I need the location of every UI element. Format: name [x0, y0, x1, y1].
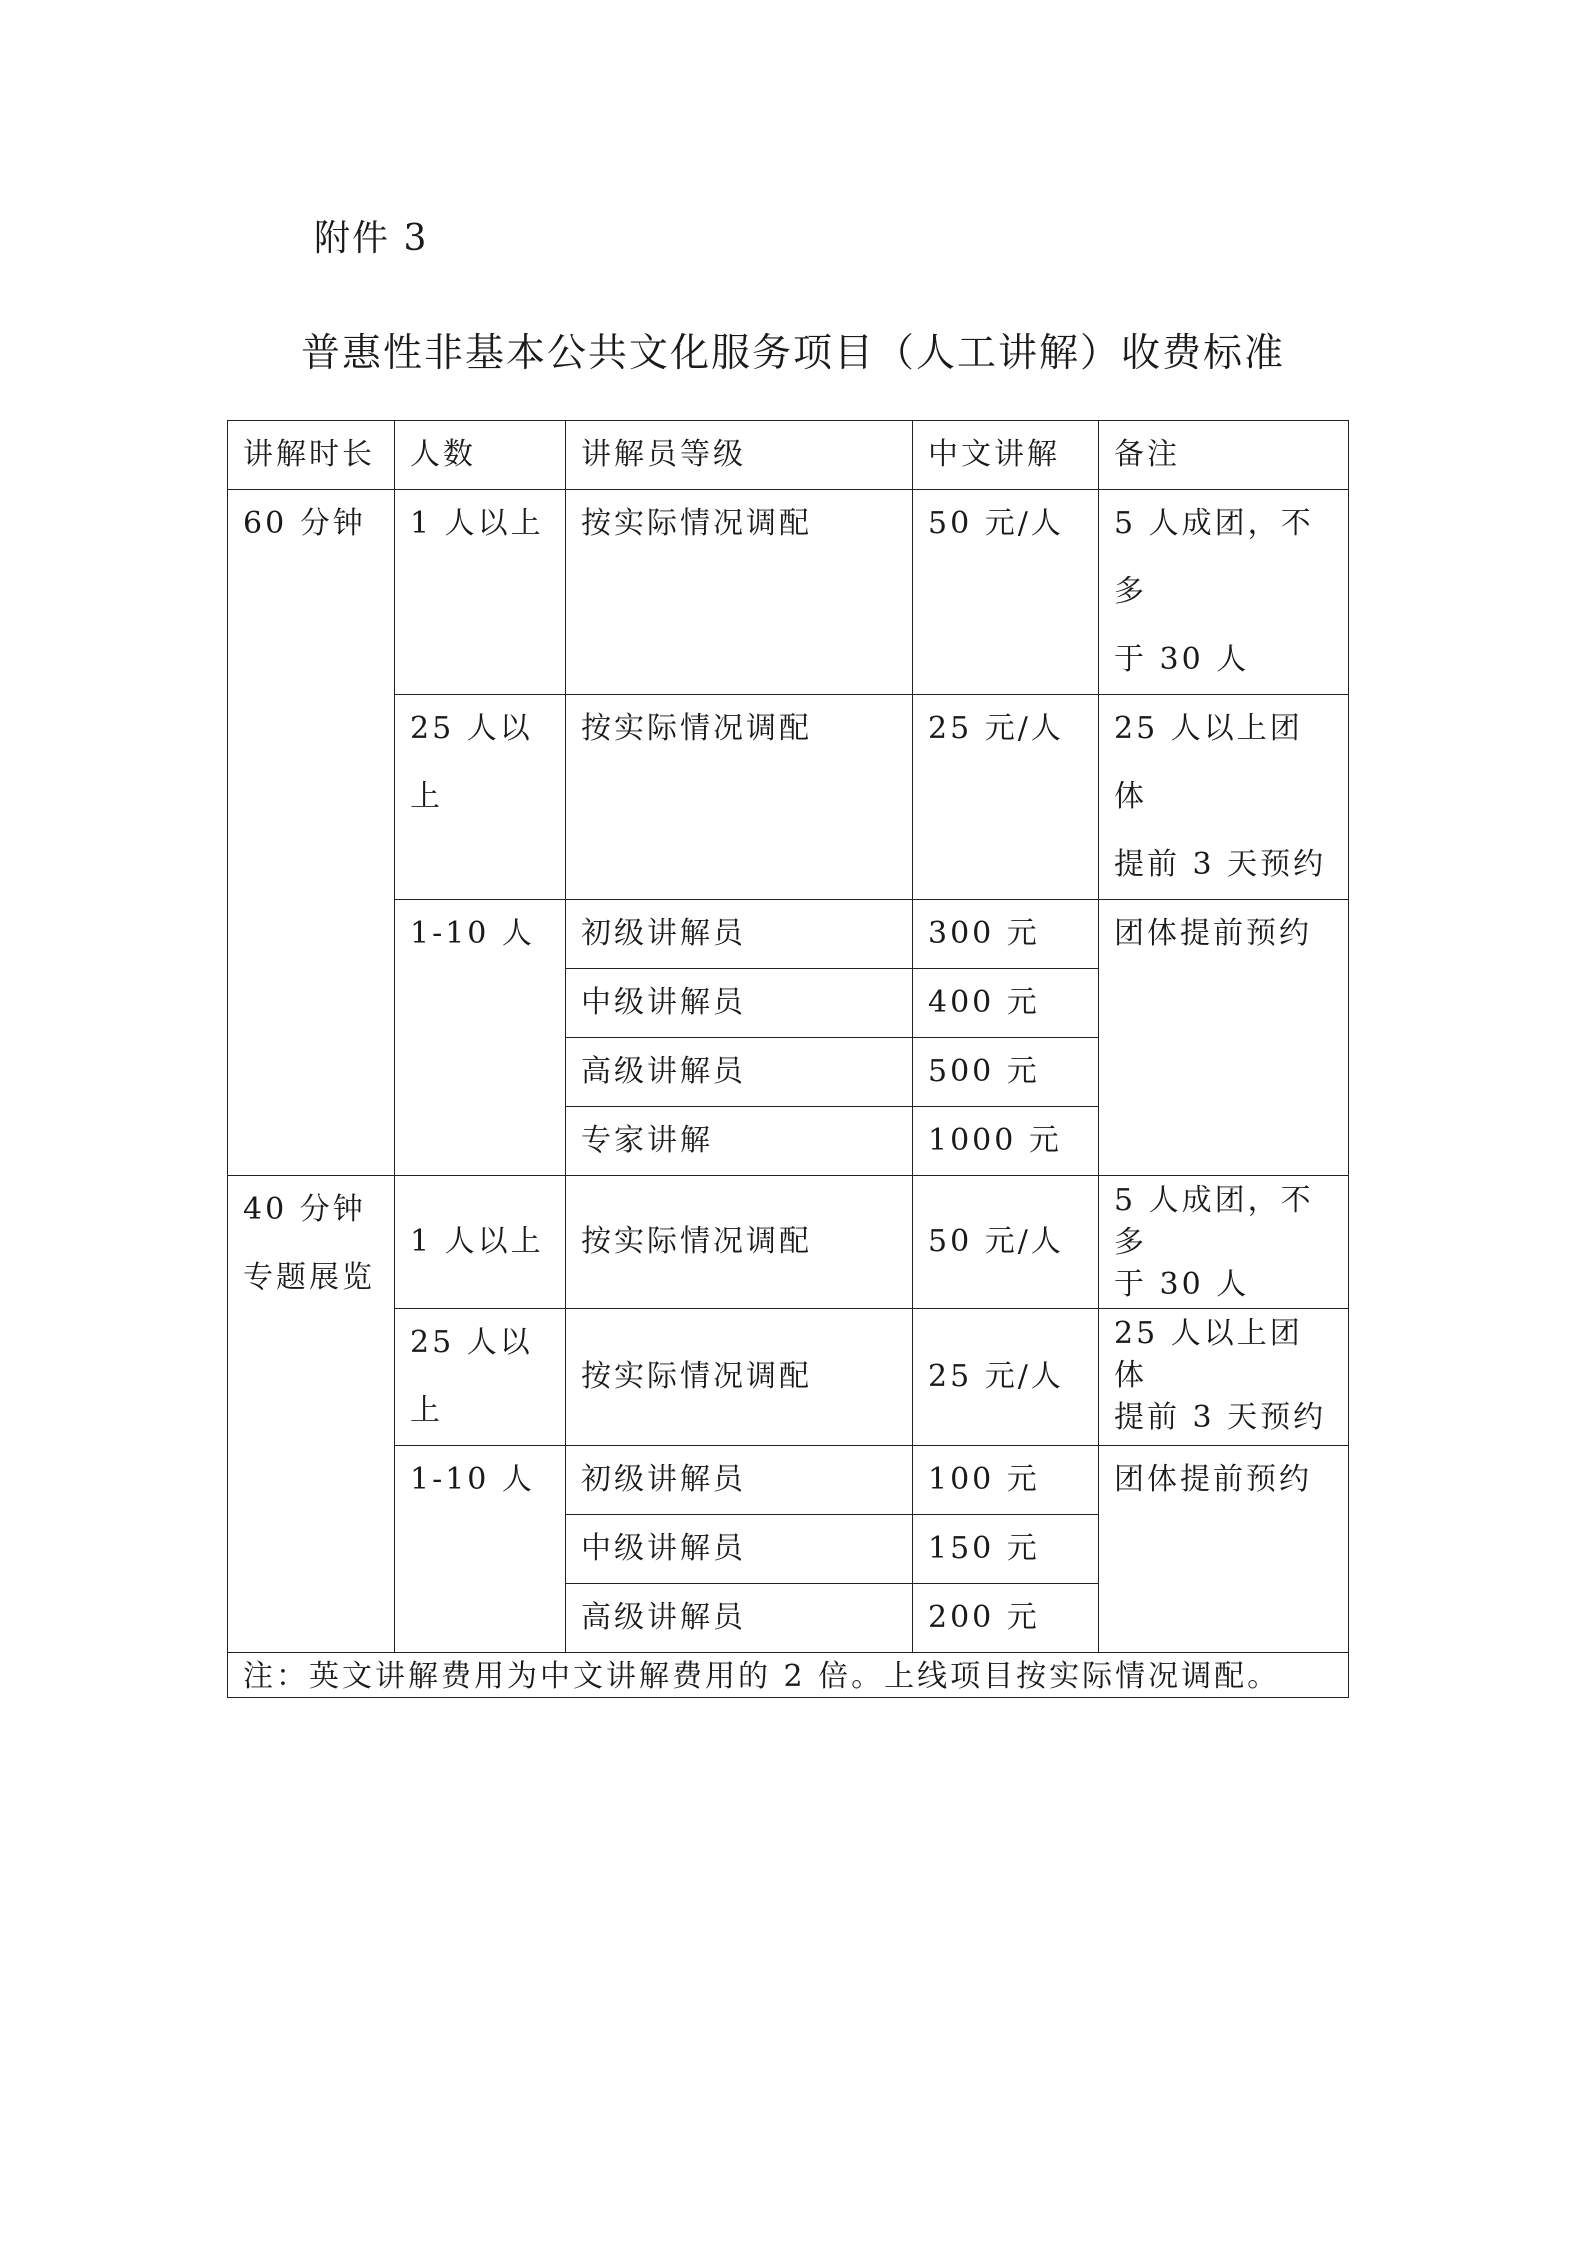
remark-line: 25 人以上团体: [1114, 1316, 1303, 1393]
table-row: [228, 1176, 1349, 1309]
guide-level-cell: 中级讲解员: [566, 1515, 913, 1584]
remark-cell: 团体提前预约: [1099, 1446, 1349, 1653]
footnote: 注：英文讲解费用为中文讲解费用的 2 倍。上线项目按实际情况调配。: [228, 1653, 1349, 1698]
remark-line: 5 人成团，不多: [1114, 1183, 1314, 1260]
price-cell: 25 元/人: [913, 695, 1099, 900]
header-remark: 备注: [1099, 421, 1349, 490]
note-row: [228, 1653, 1349, 1698]
duration-line: 40 分钟: [243, 1192, 366, 1227]
remark-line: 25 人以上团体: [1114, 711, 1303, 814]
fee-table: [227, 420, 1349, 1698]
people-cell: 1-10 人: [395, 900, 566, 1176]
remark-line: 提前 3 天预约: [1114, 847, 1327, 882]
header-chinese-price: 中文讲解: [913, 421, 1099, 490]
price-cell: 500 元: [913, 1038, 1099, 1107]
remark-cell: 团体提前预约: [1099, 900, 1349, 1176]
document-title: 普惠性非基本公共文化服务项目（人工讲解）收费标准: [300, 331, 1285, 376]
remark-line: 于 30 人: [1114, 642, 1250, 677]
people-cell: 1 人以上: [395, 1176, 566, 1309]
remark-cell: [1099, 695, 1349, 900]
price-cell: 25 元/人: [913, 1309, 1099, 1446]
header-people: 人数: [395, 421, 566, 490]
remark-line: 于 30 人: [1114, 1267, 1250, 1302]
guide-level-cell: 中级讲解员: [566, 969, 913, 1038]
price-cell: 300 元: [913, 900, 1099, 969]
guide-level-cell: 按实际情况调配: [566, 490, 913, 695]
table-row: [228, 1446, 1349, 1515]
duration-60: 60 分钟: [228, 490, 395, 1176]
price-cell: 400 元: [913, 969, 1099, 1038]
duration-40: [228, 1176, 395, 1653]
remark-line: 提前 3 天预约: [1114, 1400, 1327, 1435]
table-row: [228, 1309, 1349, 1446]
guide-level-cell: 高级讲解员: [566, 1584, 913, 1653]
people-cell: 25 人以上: [395, 1309, 566, 1446]
remark-line: 5 人成团，不多: [1114, 506, 1314, 609]
table-row: [228, 695, 1349, 900]
duration-line: 专题展览: [243, 1260, 375, 1295]
guide-level-cell: 按实际情况调配: [566, 1309, 913, 1446]
table-row: [228, 490, 1349, 695]
guide-level-cell: 高级讲解员: [566, 1038, 913, 1107]
remark-cell: [1099, 1309, 1349, 1446]
header-guide-level: 讲解员等级: [566, 421, 913, 490]
price-cell: 1000 元: [913, 1107, 1099, 1176]
guide-level-cell: 初级讲解员: [566, 1446, 913, 1515]
people-cell: 1-10 人: [395, 1446, 566, 1653]
table-row: [228, 900, 1349, 969]
guide-level-cell: 初级讲解员: [566, 900, 913, 969]
attachment-label: 附件 3: [314, 218, 429, 259]
price-cell: 200 元: [913, 1584, 1099, 1653]
people-cell: 1 人以上: [395, 490, 566, 695]
remark-cell: [1099, 490, 1349, 695]
guide-level-cell: 按实际情况调配: [566, 695, 913, 900]
guide-level-cell: 专家讲解: [566, 1107, 913, 1176]
header-row: [228, 421, 1349, 490]
people-cell: 25 人以上: [395, 695, 566, 900]
price-cell: 50 元/人: [913, 1176, 1099, 1309]
price-cell: 100 元: [913, 1446, 1099, 1515]
header-duration: 讲解时长: [228, 421, 395, 490]
guide-level-cell: 按实际情况调配: [566, 1176, 913, 1309]
price-cell: 50 元/人: [913, 490, 1099, 695]
remark-cell: [1099, 1176, 1349, 1309]
price-cell: 150 元: [913, 1515, 1099, 1584]
